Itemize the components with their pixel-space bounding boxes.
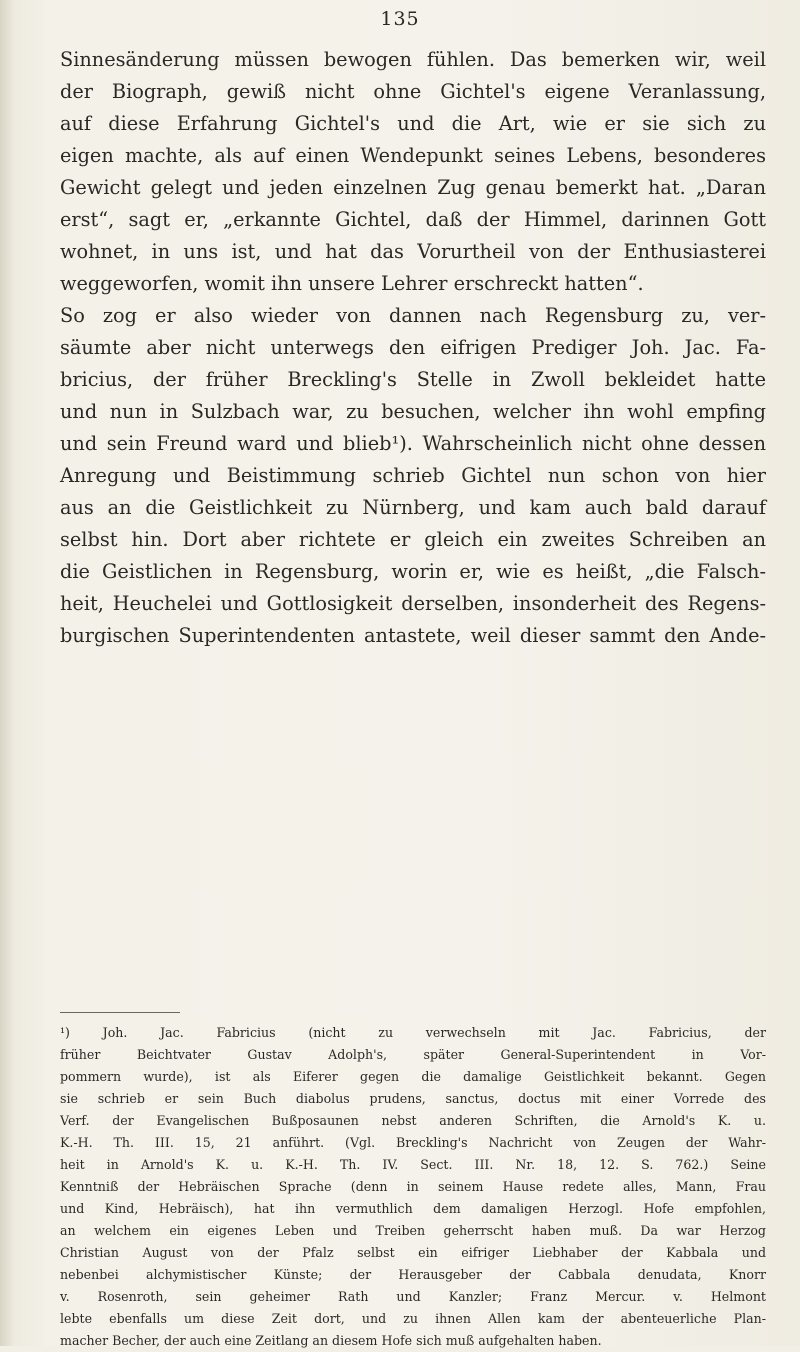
- footnote-line: Verf. der Evangelischen Bußposaunen nebst anderen Schriften, die Arnold's K. u.: [60, 1113, 766, 1128]
- text-line: Gewicht gelegt und jeden einzelnen Zug genau bemerkt hat. „Daran: [60, 176, 766, 199]
- text-line: die Geistlichen in Regensburg, worin er, wie es heißt, „die Falsch-: [60, 560, 766, 583]
- footnote-line: Christian August von der Pfalz selbst ein eifriger Liebhaber der Kabbala und: [60, 1245, 766, 1260]
- footnote-line: v. Rosenroth, sein geheimer Rath und Kanzler; Franz Mercur. v. Helmont: [60, 1289, 766, 1304]
- text-line: weggeworfen, womit ihn unsere Lehrer erschreckt hatten“.: [60, 272, 644, 295]
- footnote-line: und Kind, Hebräisch), hat ihn vermuthlich dem damaligen Herzogl. Hofe empfohlen,: [60, 1201, 766, 1216]
- footnote-line: früher Beichtvater Gustav Adolph's, später General-Superintendent in Vor-: [60, 1047, 766, 1062]
- footnote-line: sie schrieb er sein Buch diabolus prudens, sanctus, doctus mit einer Vorrede des: [60, 1091, 766, 1106]
- text-line: säumte aber nicht unterwegs den eifrigen Prediger Joh. Jac. Fa-: [60, 336, 766, 359]
- footnote-line: Kenntniß der Hebräischen Sprache (denn in seinem Hause redete alles, Mann, Frau: [60, 1179, 766, 1194]
- text-line: und sein Freund ward und blieb¹). Wahrscheinlich nicht ohne dessen: [60, 432, 766, 455]
- footnote-line: ¹) Joh. Jac. Fabricius (nicht zu verwechseln mit Jac. Fabricius, der: [60, 1025, 766, 1040]
- main-text: [60, 44, 766, 652]
- text-line: der Biograph, gewiß nicht ohne Gichtel's eigene Veranlassung,: [60, 80, 766, 103]
- binding-shadow: [0, 0, 14, 1346]
- footnote-line: nebenbei alchymistischer Künste; der Herausgeber der Cabbala denudata, Knorr: [60, 1267, 766, 1282]
- text-line: erst“, sagt er, „erkannte Gichtel, daß der Himmel, darinnen Gott: [60, 208, 766, 231]
- text-line: Anregung und Beistimmung schrieb Gichtel nun schon von hier: [60, 464, 766, 487]
- footnote-line: macher Becher, der auch eine Zeitlang an diesem Hofe sich muß aufgehalten haben.: [60, 1333, 602, 1348]
- footnote-line: lebte ebenfalls um diese Zeit dort, und zu ihnen Allen kam der abenteuerliche Plan-: [60, 1311, 766, 1326]
- text-line: Sinnesänderung müssen bewogen fühlen. Das bemerken wir, weil: [60, 48, 766, 71]
- text-line: eigen machte, als auf einen Wendepunkt seines Lebens, besonderes: [60, 144, 766, 167]
- footnote-line: an welchem ein eigenes Leben und Treiben geherrscht haben muß. Da war Herzog: [60, 1223, 766, 1238]
- text-line: aus an die Geistlichkeit zu Nürnberg, und kam auch bald darauf: [60, 496, 766, 519]
- footnote-separator: [60, 1012, 180, 1013]
- text-line: selbst hin. Dort aber richtete er gleich ein zweites Schreiben an: [60, 528, 766, 551]
- footnote-line: pommern wurde), ist als Eiferer gegen die damalige Geistlichkeit bekannt. Gegen: [60, 1069, 766, 1084]
- footnote-line: K.-H. Th. III. 15, 21 anführt. (Vgl. Breckling's Nachricht von Zeugen der Wahr-: [60, 1135, 766, 1150]
- text-line: So zog er also wieder von dannen nach Regensburg zu, ver-: [60, 304, 766, 327]
- text-line: und nun in Sulzbach war, zu besuchen, welcher ihn wohl empfing: [60, 400, 766, 423]
- text-line: auf diese Erfahrung Gichtel's und die Art, wie er sie sich zu: [60, 112, 766, 135]
- text-line: wohnet, in uns ist, und hat das Vorurtheil von der Enthusiasterei: [60, 240, 766, 263]
- text-line: bricius, der früher Breckling's Stelle in Zwoll bekleidet hatte: [60, 368, 766, 391]
- footnote: [60, 1022, 766, 1352]
- page-number: 135: [380, 8, 420, 30]
- text-line: heit, Heuchelei und Gottlosigkeit derselben, insonderheit des Regens-: [60, 592, 766, 615]
- footnote-line: heit in Arnold's K. u. K.-H. Th. IV. Sect. III. Nr. 18, 12. S. 762.) Seine: [60, 1157, 766, 1172]
- text-line: burgischen Superintendenten antastete, weil dieser sammt den Ande-: [60, 624, 766, 647]
